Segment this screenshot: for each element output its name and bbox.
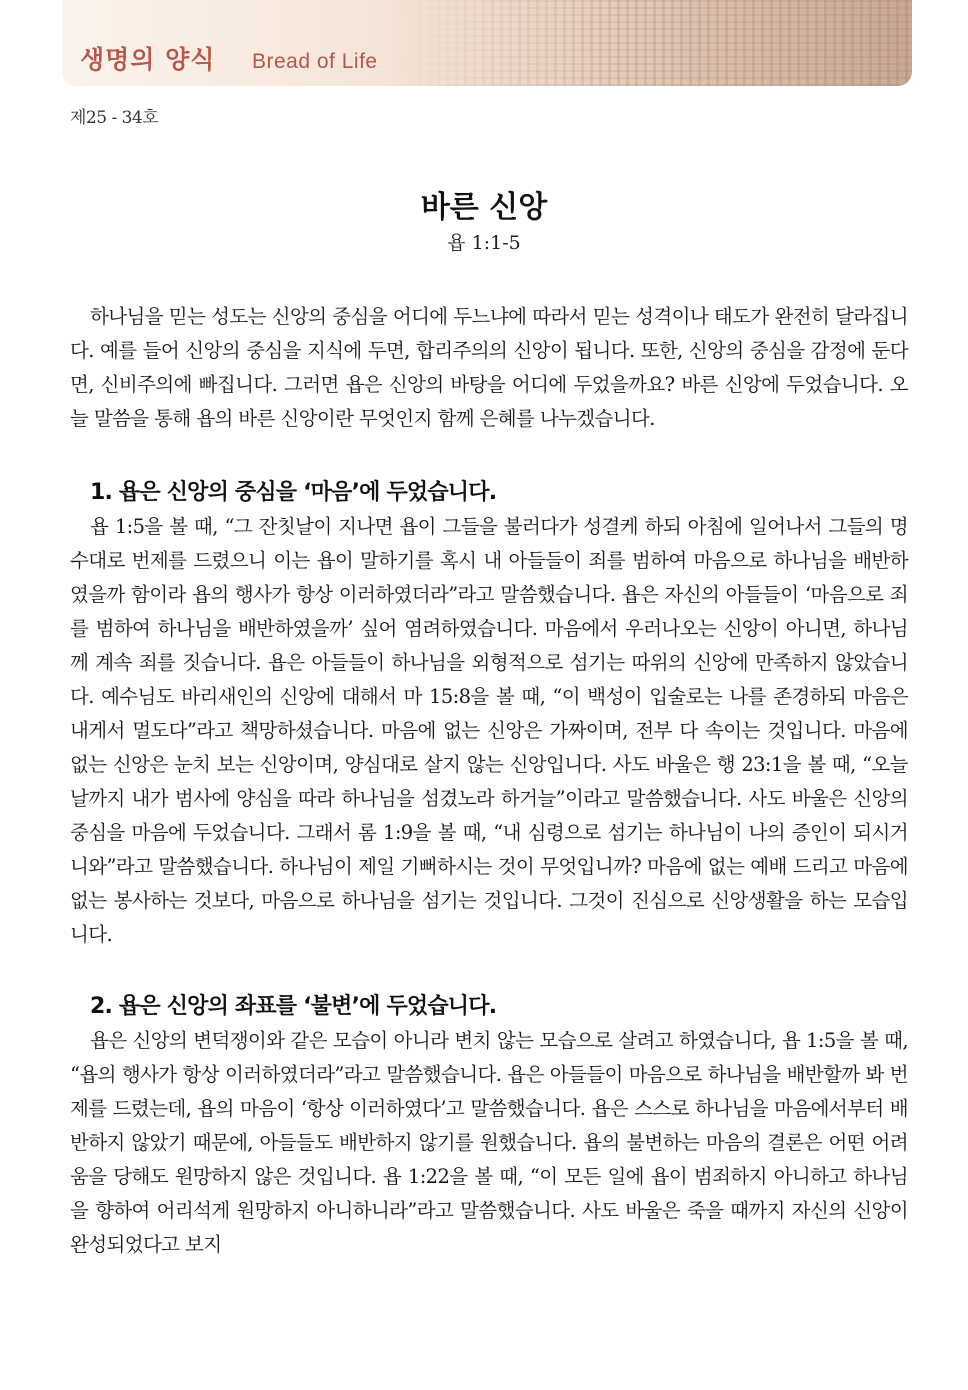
intro-paragraph: 하나님을 믿는 성도는 신앙의 중심을 어디에 두느냐에 따라서 믿는 성격이나 태도가 완전히 달라집니다. 예를 들어 신앙의 중심을 지식에 두면, 합리주의의 신앙이 됩니다. 또한, 신앙의 중심을 감정에 둔다면, 신비주의에 빠집니다. 그러면 욥은 신앙의 바탕을 어디에 두었을까요? 바른 신앙에 두었습니다. 오늘 말씀을 통해 욥의 바른 신앙이란 무엇인지 함께 은혜를 나누겠습니다. — [70, 305, 908, 430]
publication-subtitle: Bread of Life — [252, 50, 378, 73]
scripture-reference: 욥 1:1-5 — [447, 232, 521, 254]
section-1 — [70, 476, 908, 952]
header-banner — [62, 0, 912, 86]
section-heading: 2. 욥은 신앙의 좌표를 ‘불변’에 두었습니다. — [90, 994, 497, 1019]
section-paragraph: 욥 1:5을 볼 때, “그 잔칫날이 지나면 욥이 그들을 불러다가 성결케 하되 아침에 일어나서 그들의 명수대로 번제를 드렸으니 이는 욥이 말하기를 혹시 내 아들들이 죄를 범하여 마음으로 하나님을 배반하였을까 함이라 욥의 행사가 항상 이러하였더라”라고 말씀했습니다. 욥은 자신의 아들들이 ‘마음으로 죄를 범하여 하나님을 배반하였을까’ 싶어 염려하였습니다. 마음에서 우러나오는 신앙이 아니면, 하나님께 계속 죄를 짓습니다. 욥은 아들들이 하나님을 외형적으로 섬기는 따위의 신앙에 만족하지 않았습니다. 예수님도 바리새인의 신앙에 대해서 마 15:8을 볼 때, “이 백성이 입술로는 나를 존경하되 마음은 내게서 멀도다”라고 책망하셨습니다. 마음에 없는 신앙은 가짜이며, 전부 다 속이는 것입니다. 마음에 없는 신앙은 눈치 보는 신앙이며, 양심대로 살지 않는 신앙입니다. 사도 바울은 행 23:1을 볼 때, “오늘날까지 내가 범사에 양심을 따라 하나님을 섬겼노라 하거늘”이라고 말씀했습니다. 사도 바울은 신앙의 중심을 마음에 두었습니다. 그래서 롬 1:9을 볼 때, “내 심령으로 섬기는 하나님이 나의 증인이 되시거니와”라고 말씀했습니다. 하나님이 제일 기뻐하시는 것이 무엇입니까? 마음에 없는 예배 드리고 마음에 없는 봉사하는 것보다, 마음으로 하나님을 섬기는 것입니다. 그것이 진심으로 신앙생활을 하는 모습입니다. — [70, 515, 908, 946]
issue-number: 제25 - 34호 — [70, 108, 159, 128]
sermon-title: 바른 신앙 — [420, 190, 548, 225]
publication-title: 생명의 양식 — [80, 45, 216, 74]
banner-background-photo — [392, 0, 912, 86]
section-paragraph: 욥은 신앙의 변덕쟁이와 같은 모습이 아니라 변치 않는 모습으로 살려고 하였습니다, 욥 1:5을 볼 때, “욥의 행사가 항상 이러하였더라”라고 말씀했습니다. 욥은 아들들이 마음으로 하나님을 배반할까 봐 번제를 드렸는데, 욥의 마음이 ‘항상 이러하였다’고 말씀했습니다. 욥은 스스로 하나님을 마음에서부터 배반하지 않았기 때문에, 아들들도 배반하지 않기를 원했습니다. 욥의 불변하는 마음의 결론은 어떤 어려움을 당해도 원망하지 않은 것입니다. 욥 1:22을 볼 때, “이 모든 일에 욥이 범죄하지 아니하고 하나님을 향하여 어리석게 원망하지 아니하니라”라고 말씀했습니다. 사도 바울은 죽을 때까지 자신의 신앙이 완성되었다고 보지 — [70, 1029, 908, 1256]
sermon-body — [70, 300, 908, 1300]
section-heading: 1. 욥은 신앙의 중심을 ‘마음’에 두었습니다. — [90, 480, 497, 505]
section-2 — [70, 990, 908, 1262]
